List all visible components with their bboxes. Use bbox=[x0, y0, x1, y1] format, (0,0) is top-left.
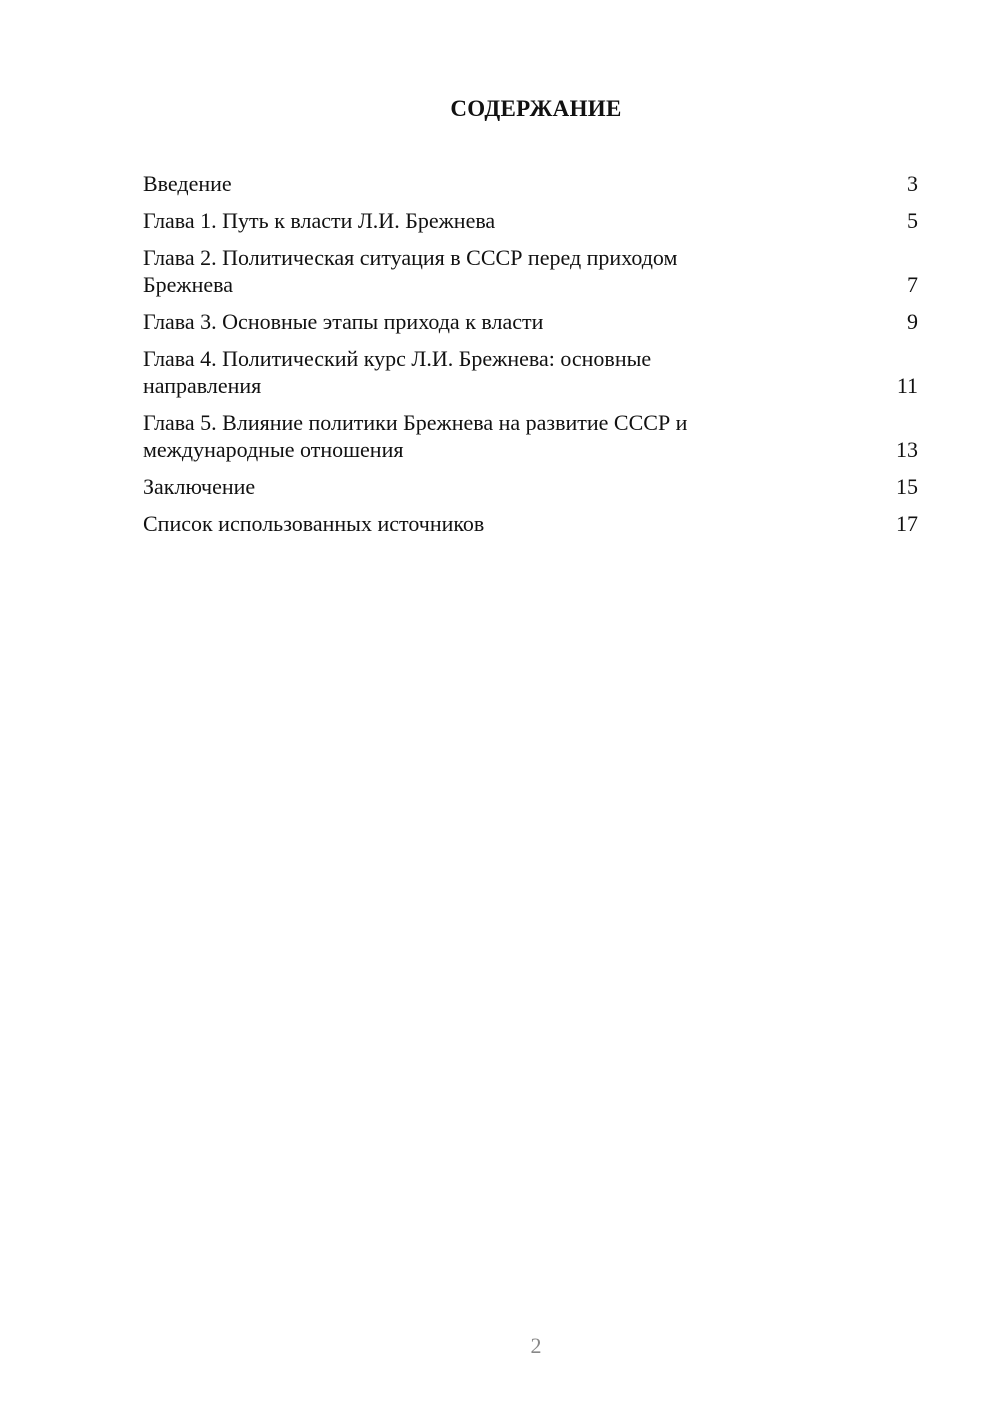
toc-entry-title: Глава 3. Основные этапы прихода к власти bbox=[143, 309, 544, 334]
toc-entry-title: Глава 5. Влияние политики Брежнева на развитие СССР и международные отношения bbox=[143, 410, 688, 462]
toc-entry-chapter-1 bbox=[143, 207, 918, 234]
toc-entry-chapter-3 bbox=[143, 308, 918, 335]
toc-entry-page: 13 bbox=[896, 437, 918, 462]
toc-entry-conclusion bbox=[143, 473, 918, 500]
toc-entry-title: Заключение bbox=[143, 474, 256, 499]
toc-entry-page: 15 bbox=[896, 474, 918, 499]
toc-entry-page: 17 bbox=[896, 511, 918, 536]
toc-entry-chapter-5 bbox=[143, 409, 918, 463]
toc-entry-page: 3 bbox=[907, 171, 918, 196]
toc-entry-title: Глава 2. Политическая ситуация в СССР перед приходом Брежнева bbox=[143, 245, 678, 297]
toc-entry-title: Глава 4. Политический курс Л.И. Брежнева: основные направления bbox=[143, 346, 652, 398]
toc-entry-title: Введение bbox=[143, 171, 232, 196]
page-number: 2 bbox=[530, 1333, 542, 1358]
toc-entry-page: 7 bbox=[907, 272, 918, 297]
toc-entry-introduction bbox=[143, 170, 918, 197]
toc-entry-title: Список использованных источников bbox=[143, 511, 485, 536]
page-title: СОДЕРЖАНИЕ bbox=[450, 96, 622, 121]
toc-entry-page: 11 bbox=[896, 373, 918, 398]
toc-entry-page: 5 bbox=[907, 208, 918, 233]
toc-entry-sources bbox=[143, 510, 918, 537]
toc-entry-page: 9 bbox=[907, 309, 918, 334]
toc-entry-chapter-4 bbox=[143, 345, 918, 399]
toc-entry-title: Глава 1. Путь к власти Л.И. Брежнева bbox=[143, 208, 496, 233]
toc-entry-chapter-2 bbox=[143, 244, 918, 298]
table-of-contents bbox=[143, 170, 918, 547]
